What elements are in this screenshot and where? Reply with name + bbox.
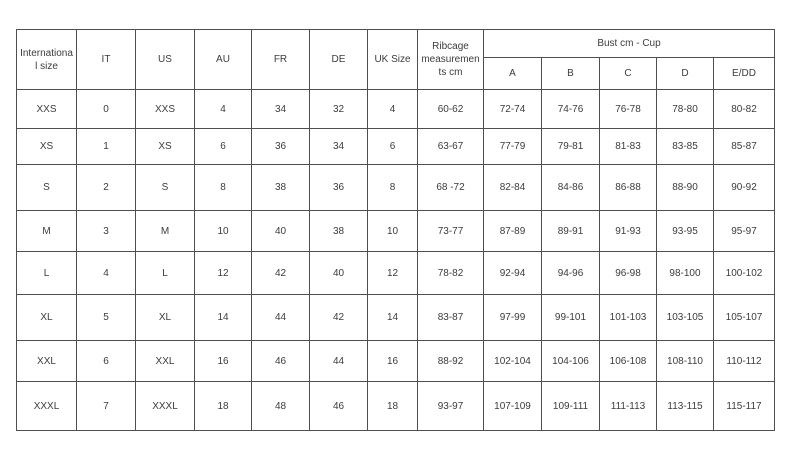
table-cell: 72-74 xyxy=(484,90,542,129)
table-cell: 88-90 xyxy=(657,165,714,211)
table-row-m xyxy=(17,211,775,252)
table-cell: 101-103 xyxy=(600,295,657,341)
table-cell: 91-93 xyxy=(600,211,657,252)
table-cell: 4 xyxy=(195,90,252,129)
table-cell: 10 xyxy=(195,211,252,252)
table-cell: 83-85 xyxy=(657,129,714,165)
table-cell: 97-99 xyxy=(484,295,542,341)
table-cell: 73-77 xyxy=(418,211,484,252)
table-cell: 95-97 xyxy=(714,211,775,252)
table-cell: 105-107 xyxy=(714,295,775,341)
table-cell: XXXL xyxy=(17,382,77,431)
column-header-fr: FR xyxy=(252,30,310,90)
table-cell: 48 xyxy=(252,382,310,431)
table-row-xxxl xyxy=(17,382,775,431)
table-cell: 111-113 xyxy=(600,382,657,431)
column-header-de: DE xyxy=(310,30,368,90)
column-header-ribcage-measurements: Ribcage measurements cm xyxy=(418,30,484,90)
table-cell: 2 xyxy=(77,165,136,211)
column-header-cup-a: A xyxy=(484,58,542,90)
table-cell: 16 xyxy=(368,341,418,382)
table-cell: 12 xyxy=(368,252,418,295)
table-row-s xyxy=(17,165,775,211)
table-cell: 80-82 xyxy=(714,90,775,129)
column-header-it: IT xyxy=(77,30,136,90)
table-cell: 60-62 xyxy=(418,90,484,129)
column-header-bust-cup-group: Bust cm - Cup xyxy=(484,30,775,58)
table-cell: 6 xyxy=(195,129,252,165)
table-cell: 3 xyxy=(77,211,136,252)
table-cell: L xyxy=(136,252,195,295)
table-cell: 34 xyxy=(252,90,310,129)
table-cell: 98-100 xyxy=(657,252,714,295)
table-cell: 76-78 xyxy=(600,90,657,129)
table-cell: 81-83 xyxy=(600,129,657,165)
table-cell: XS xyxy=(17,129,77,165)
table-cell: 42 xyxy=(310,295,368,341)
table-cell: 106-108 xyxy=(600,341,657,382)
table-cell: 83-87 xyxy=(418,295,484,341)
size-conversion-table xyxy=(16,29,775,431)
table-cell: 79-81 xyxy=(542,129,600,165)
table-cell: 36 xyxy=(252,129,310,165)
table-cell: 90-92 xyxy=(714,165,775,211)
table-header xyxy=(17,30,775,90)
table-cell: 93-97 xyxy=(418,382,484,431)
table-cell: 103-105 xyxy=(657,295,714,341)
table-cell: 6 xyxy=(368,129,418,165)
table-cell: 46 xyxy=(252,341,310,382)
table-cell: 0 xyxy=(77,90,136,129)
table-cell: 99-101 xyxy=(542,295,600,341)
table-cell: 44 xyxy=(310,341,368,382)
table-cell: 34 xyxy=(310,129,368,165)
table-cell: 14 xyxy=(195,295,252,341)
column-header-uk-size: UK Size xyxy=(368,30,418,90)
table-cell: 18 xyxy=(368,382,418,431)
table-body xyxy=(17,90,775,431)
table-cell: XL xyxy=(136,295,195,341)
table-cell: 94-96 xyxy=(542,252,600,295)
table-cell: 68 -72 xyxy=(418,165,484,211)
table-cell: XXS xyxy=(17,90,77,129)
table-cell: 115-117 xyxy=(714,382,775,431)
table-row-xs xyxy=(17,129,775,165)
column-header-us: US xyxy=(136,30,195,90)
column-header-cup-e-dd: E/DD xyxy=(714,58,775,90)
table-cell: 78-80 xyxy=(657,90,714,129)
table-cell: 113-115 xyxy=(657,382,714,431)
table-cell: S xyxy=(17,165,77,211)
column-header-cup-b: B xyxy=(542,58,600,90)
table-cell: 87-89 xyxy=(484,211,542,252)
table-cell: 102-104 xyxy=(484,341,542,382)
column-header-au: AU xyxy=(195,30,252,90)
table-cell: 44 xyxy=(252,295,310,341)
table-cell: XXL xyxy=(136,341,195,382)
table-cell: 46 xyxy=(310,382,368,431)
table-cell: 16 xyxy=(195,341,252,382)
column-header-cup-c: C xyxy=(600,58,657,90)
table-cell: 18 xyxy=(195,382,252,431)
table-cell: 89-91 xyxy=(542,211,600,252)
table-cell: 40 xyxy=(252,211,310,252)
table-cell: 110-112 xyxy=(714,341,775,382)
table-cell: 96-98 xyxy=(600,252,657,295)
table-cell: 86-88 xyxy=(600,165,657,211)
table-cell: 4 xyxy=(368,90,418,129)
table-cell: 8 xyxy=(368,165,418,211)
table-cell: 92-94 xyxy=(484,252,542,295)
table-cell: 108-110 xyxy=(657,341,714,382)
table-cell: 38 xyxy=(252,165,310,211)
table-cell: 84-86 xyxy=(542,165,600,211)
table-row-l xyxy=(17,252,775,295)
table-cell: 82-84 xyxy=(484,165,542,211)
table-cell: 100-102 xyxy=(714,252,775,295)
table-cell: 93-95 xyxy=(657,211,714,252)
table-cell: XS xyxy=(136,129,195,165)
table-cell: 63-67 xyxy=(418,129,484,165)
table-cell: 12 xyxy=(195,252,252,295)
table-cell: XL xyxy=(17,295,77,341)
table-cell: S xyxy=(136,165,195,211)
table-cell: 109-111 xyxy=(542,382,600,431)
table-cell: 74-76 xyxy=(542,90,600,129)
table-cell: M xyxy=(17,211,77,252)
table-cell: 5 xyxy=(77,295,136,341)
table-header-row-top xyxy=(17,30,775,58)
table-cell: 7 xyxy=(77,382,136,431)
table-cell: 14 xyxy=(368,295,418,341)
table-cell: 42 xyxy=(252,252,310,295)
table-cell: 85-87 xyxy=(714,129,775,165)
table-cell: 40 xyxy=(310,252,368,295)
column-header-international-size: International size xyxy=(17,30,77,90)
table-cell: 10 xyxy=(368,211,418,252)
table-cell: 88-92 xyxy=(418,341,484,382)
table-cell: M xyxy=(136,211,195,252)
table-cell: 77-79 xyxy=(484,129,542,165)
table-cell: L xyxy=(17,252,77,295)
table-row-xl xyxy=(17,295,775,341)
table-row-xxl xyxy=(17,341,775,382)
table-cell: XXS xyxy=(136,90,195,129)
table-cell: XXL xyxy=(17,341,77,382)
table-cell: 36 xyxy=(310,165,368,211)
table-cell: 38 xyxy=(310,211,368,252)
table-cell: 78-82 xyxy=(418,252,484,295)
table-cell: 32 xyxy=(310,90,368,129)
table-cell: 8 xyxy=(195,165,252,211)
table-cell: 107-109 xyxy=(484,382,542,431)
table-cell: XXXL xyxy=(136,382,195,431)
table-cell: 6 xyxy=(77,341,136,382)
table-cell: 104-106 xyxy=(542,341,600,382)
table-cell: 1 xyxy=(77,129,136,165)
table-cell: 4 xyxy=(77,252,136,295)
table-row-xxs xyxy=(17,90,775,129)
column-header-cup-d: D xyxy=(657,58,714,90)
